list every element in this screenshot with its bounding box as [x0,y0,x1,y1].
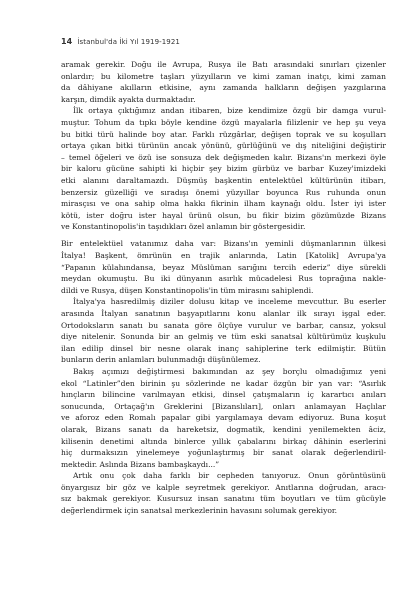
text-line: kötü, ister doğru ister hayal ürünü olsun, bu fikir bizim gözümüzde Bizans [61,210,386,220]
paragraph-3 [61,238,386,296]
text-line: olarak, Bizans sanatı da hareketsiz, dogmatik, kendini yenilemekten âciz, [61,424,386,434]
text-line: muştur. Tohum da tıpkı böyle kendine özgü mayalarla filizlenir ve hep şu veya [61,117,386,127]
text-line: karşın, dimdik ayakta durmaktadır. [61,94,196,104]
text-line: bunların derin anlamları bulunmadığı düşünülemez. [61,355,261,365]
text-line: dildi ve Rusya, düşen Konstantinopolis'in tüm mirasını sahiplendi. [61,285,314,295]
text-line: Bir entelektüel vatanımız daha var: Bizans'ın yeminli düşmanlarının ülkesi [61,239,386,249]
text-line: bu bitki türü halinde boy atar. Farklı rüzgârlar, değişen toprak ve su koşulları [61,129,386,139]
running-header [61,37,180,46]
text-line: hınçların bilincine varılmayan etkisi, dinsel çatışmaların iç karartıcı anıları [61,390,386,400]
page-number: 14 [61,37,73,46]
paragraph-1 [61,59,386,105]
text-line: bir kaloru gücüne sahipti ki hiçbir şey bizim gürbüz ve barbar Kuzey'imizdeki [61,164,386,174]
text-line: onlardır; bu kilometre taşları yüzyılların ve kimi zaman inatçı, kimi zaman [61,71,386,81]
text-line: diye nitelenir. Sonunda bir an gelmiş ve tüm eski sanatsal kültürümüz kuşkulu [61,332,386,342]
text-line: değerlendirmek için sanatsal merkezlerinin havasını solumak gerekiyor. [61,506,338,516]
body-text [61,59,386,517]
text-line: İtalya! Başkent, ömrünün en trajik anlarında, Latin [Katolik] Avrupa'ya [61,251,386,260]
text-line: etki alanını daraltamazdı. Düşmüş başkentin entelektüel kültürünün itibarı, [61,175,386,185]
text-line: – temel öğeleri ve özü ise sonsuza dek değişmeden kalır. Bizans'ın merkezi öyle [61,152,386,162]
text-line: hiç durmaksızın yinelemeye yoğunlaştırmış bir sanat olarak değerlendiril- [61,448,386,458]
text-line: da dâhiyane akılların etkisine, aynı zamanda halkların değişen yazgılarına [61,83,386,93]
text-line: benzersiz güzelliği ve sıradışı önemi yüzyıllar boyunca Rus ruhunda onun [61,187,386,197]
text-line: “Papanın külahındansa, beyaz Müslüman sarığını tercih ederiz” diye sürekli [61,262,386,272]
text-line: mektedir. Aslında Bizans bambaşkaydı...” [61,459,220,469]
text-line: ve Konstantinopolis'in taşıdıkları özel anlamın bir göstergesidir. [61,222,306,232]
text-line: ekol “Latinler”den birinin şu sözlerinde ne kadar özgün bir yan var: “Asırlık [61,378,386,388]
paragraph-6 [61,470,386,516]
text-line: Bakış açımızı değiştirmesi bakımından az şey borçlu olmadığımız yeni [73,366,386,376]
text-line: ilan edilip dinsel bir nesne olarak inanç sahiplerine terk edilmiştir. Bütün [61,343,386,353]
text-line: sonucunda, Ortaçağ'ın Greklerini [Bizanslıları], onları anlamayan Haçlılar [61,401,386,411]
text-line: aramak gerekir. Doğu ile Avrupa, Rusya ile Batı arasındaki sınırları çizenler [61,60,386,69]
text-line: Ortodoksların sanatı bu sanata göre ölçüye vurulur ve barbar, cansız, yoksul [61,320,386,330]
text-line: önyargısız bir göz ve kalple seyretmek gerekiyor. Anıtlarına doğrudan, aracı- [61,482,386,492]
paragraph-2 [61,105,386,233]
running-title: İstanbul'da İki Yıl 1919-1921 [77,38,180,46]
text-line: İlk ortaya çıktığımız andan itibaren, bize kendimize özgü bir damga vurul- [73,106,386,116]
text-line: meydan okumuştu. Bu iki dünyanın asırlık mücadelesi Rus toprağına nakle- [61,274,386,284]
text-line: sız bakmak gerekiyor. Kusursuz insan sanatını tüm boyutları ve tüm gücüyle [61,494,386,504]
text-line: kilisenin denetimi altında binlerce yıllık çabalarını birkaç dâhinin eserlerini [61,436,386,446]
text-line: arasında İtalyan sanatının başyapıtlarını konu alanlar ilk sırayı işgal eder. [61,308,386,318]
text-line: mirasçısı ve ona sahip olma hakkı fikrinin ilham kaynağı oldu. İster iyi ister [61,199,386,209]
paragraph-5 [61,366,386,470]
text-line: İtalya'ya hasredilmiş diziler dolusu kitap ve inceleme mevcuttur. Bu eserler [73,297,386,307]
paragraph-4 [61,296,386,366]
text-line: ortaya çıkan bitki türünün ancak yönünü, gürlüğünü ve dış niteliğini değiştirir [61,141,386,151]
text-line: Artık onu çok daha farklı bir cepheden tanıyoruz. Onun görüntüsünü [73,471,386,481]
text-line: ve aforoz eden Romalı papalar gibi yargılamaya devam ediyoruz. Buna koşut [61,413,386,423]
